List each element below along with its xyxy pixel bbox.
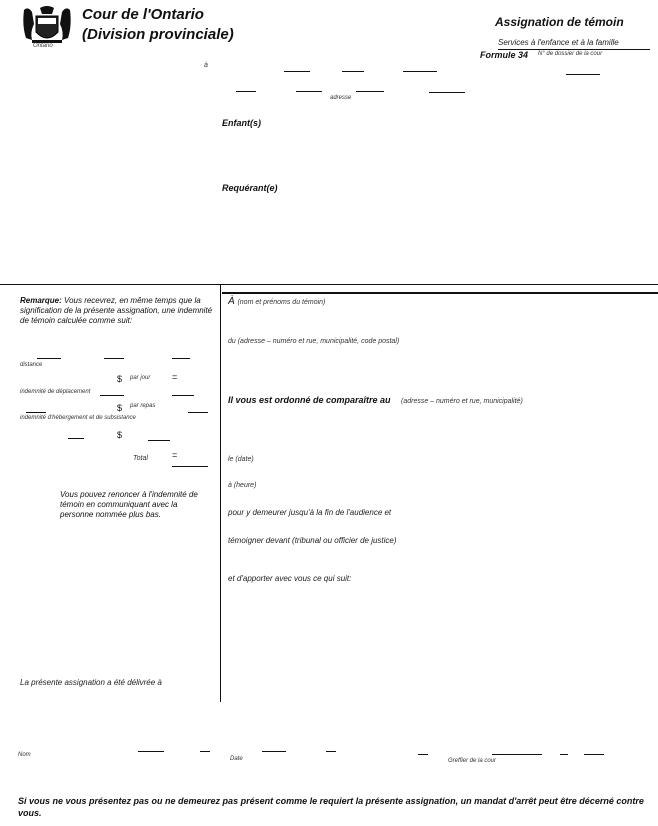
equal-sign-2: = [172,450,178,460]
dollar-sign-2: $ [117,403,123,413]
subsistance-line-2[interactable] [148,440,170,441]
subsistance-line-1[interactable] [68,438,84,439]
pour-demeurer-label: pour y demeurer jusqu'à la fin de l'audience et [228,508,392,517]
court-division: (Division provinciale) [82,26,234,43]
enfants-label: Enfant(s) [222,118,261,128]
date-line-2[interactable] [326,751,336,752]
repas-line-1[interactable] [26,412,46,413]
delivered-label: La présente assignation a été délivrée à [20,678,162,687]
a-label: à [204,62,208,69]
temoigner-label: témoigner devant (tribunal ou officier de justice) [228,536,397,545]
total-line[interactable] [172,466,208,467]
warning-text: Si vous ne vous présentez pas ou ne demeurez pas présent comme le requiert la présente assignation, un mandat d'arrêt peut être décerné contre vous. [18,796,644,818]
distance-label: distance [20,362,43,368]
address-line-1b[interactable] [342,71,364,72]
section-divider [0,284,658,285]
form-subtitle: Services à l'enfance et à la famille [498,38,619,47]
section-divider-heavy [222,292,658,294]
par-jour-label: par jour [130,375,151,381]
witness-name-field [228,296,325,307]
address-line-2a[interactable] [236,91,256,92]
greffier-line-3[interactable] [584,754,604,755]
court-file-number-label: N° de dossier de la cour [538,51,603,57]
a-nom-label: À [228,296,235,307]
date-line-3[interactable] [418,754,428,755]
date-line-1[interactable] [262,751,286,752]
indemnite-subsistance-label: indemnité d'hébergement et de subsistance [20,415,136,421]
dollar-sign-3: $ [117,430,123,440]
requerant-label: Requérant(e) [222,183,278,193]
nom-line-2[interactable] [200,751,210,752]
a-nom-hint: (nom et prénoms du témoin) [237,299,326,306]
ordonne-hint: (adresse – numéro et rue, municipalité) [401,398,523,405]
remarque-note [20,296,216,326]
nom-line-1[interactable] [138,751,164,752]
distance-line-2[interactable] [104,358,124,359]
remarque-label: Remarque: [20,296,62,305]
adresse-label: adresse [330,95,352,101]
a-heure-label: à (heure) [228,482,257,489]
distance-line-1[interactable] [37,358,61,359]
logo-caption: Ontario [33,43,53,49]
deplacement-total-line[interactable] [172,395,194,396]
address-line-2b[interactable] [296,91,322,92]
address-line-1a[interactable] [284,71,310,72]
date-label: Date [230,756,243,762]
column-divider [220,284,221,702]
total-label: Total [133,455,148,462]
le-date-label: le (date) [228,456,254,463]
repas-line-2[interactable] [188,412,208,413]
du-adresse-label: du (adresse – numéro et rue, municipalité, code postal) [228,338,400,345]
waive-note: Vous pouvez renoncer à l'indemnité de témoin en communiquant avec la personne nommée plus bas. [60,490,198,519]
nom-label: Nom [18,752,31,758]
deplacement-line[interactable] [100,395,124,396]
par-repas-label: par repas [130,403,156,409]
indemnite-deplacement-label: indemnité de déplacement [20,389,91,395]
court-file-number-line[interactable] [566,74,600,75]
address-line-1c[interactable] [403,71,437,72]
remarque-text: Vous recevrez, en même temps que la signification de la présente assignation, une indemnité de témoin calculée comme suit: [20,296,213,325]
greffier-line-2[interactable] [560,754,568,755]
form-title: Assignation de témoin [495,15,624,29]
apporter-label: et d'apporter avec vous ce qui suit: [228,574,352,583]
form-number: Formule 34 [480,50,529,60]
greffier-line-1[interactable] [492,754,542,755]
court-name: Cour de l'Ontario [82,6,204,23]
dollar-sign-1: $ [117,374,123,384]
ordonne-label: Il vous est ordonné de comparaître au [228,395,391,405]
greffier-label: Greffier de la cour [448,758,497,764]
distance-line-3[interactable] [172,358,190,359]
equal-sign-1: = [172,372,178,382]
address-line-2c[interactable] [356,91,384,92]
address-line-2d[interactable] [429,92,465,93]
ordonne-field [228,390,523,408]
